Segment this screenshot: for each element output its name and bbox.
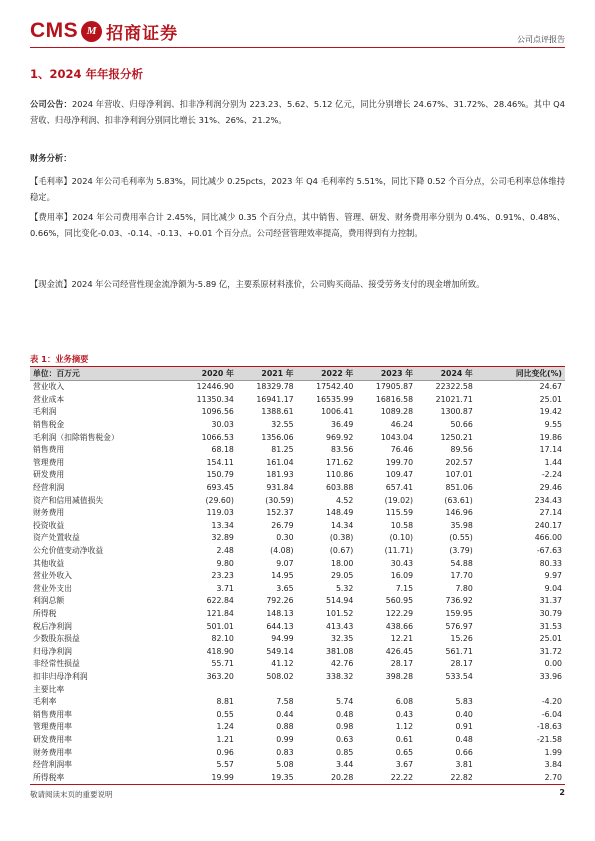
table-cell: 644.13 bbox=[266, 621, 294, 631]
table-cell: 25.01 bbox=[539, 634, 562, 644]
table-cell: 36.49 bbox=[331, 420, 354, 430]
table-row bbox=[30, 406, 565, 419]
table-cell: 89.56 bbox=[450, 445, 473, 455]
table-cell bbox=[177, 683, 237, 696]
table-cell: -67.63 bbox=[536, 546, 562, 556]
table-cell: 234.43 bbox=[534, 495, 562, 505]
table-row bbox=[30, 721, 565, 734]
table-cell: 154.11 bbox=[206, 457, 234, 467]
table-cell: (0.10) bbox=[389, 533, 414, 543]
table-cell: 622.84 bbox=[206, 596, 234, 606]
table-cell: 30.43 bbox=[390, 558, 414, 568]
table-cell: 1300.87 bbox=[440, 407, 473, 417]
table-cell: 14.34 bbox=[331, 520, 354, 530]
table-cell: 148.13 bbox=[266, 608, 294, 618]
table-cell: (11.71) bbox=[384, 546, 414, 556]
table-cell: 398.28 bbox=[385, 671, 414, 681]
table-cell: 792.26 bbox=[266, 596, 294, 606]
table-cell: 363.20 bbox=[206, 671, 234, 681]
table-row bbox=[30, 746, 565, 759]
table-cell: 11350.34 bbox=[196, 394, 234, 404]
row-label: 归母净利润 bbox=[33, 646, 72, 656]
table-cell: 549.14 bbox=[266, 646, 294, 656]
table-cell: 561.71 bbox=[445, 646, 473, 656]
table-row bbox=[30, 708, 565, 721]
table-cell: 16816.58 bbox=[375, 394, 414, 404]
table-cell: 3.44 bbox=[335, 760, 354, 770]
finance-analysis-title: 财务分析： bbox=[30, 153, 72, 163]
cash-flow-paragraph: 【现金流】2024 年公司经营性现金流净额为-5.89 亿，主要系原材料涨价，公司购买商品、接受劳务支付的现金增加所致。 bbox=[30, 279, 485, 289]
table-cell: 199.70 bbox=[385, 457, 414, 467]
disclaimer-note: 敬请阅读末页的重要说明 bbox=[30, 790, 113, 799]
table-cell: 1089.28 bbox=[380, 407, 414, 417]
table-cell: 32.35 bbox=[331, 634, 354, 644]
table-row bbox=[30, 444, 565, 457]
table-row bbox=[30, 620, 565, 633]
row-label: 所得税 bbox=[33, 608, 57, 618]
table-cell: 9.07 bbox=[276, 558, 294, 568]
row-label: 毛利率 bbox=[33, 697, 57, 707]
header-unit: 单位：百万元 bbox=[30, 367, 177, 381]
table-cell: 6.08 bbox=[395, 697, 414, 707]
table-cell: 1388.61 bbox=[261, 407, 294, 417]
table-cell: 0.98 bbox=[335, 722, 354, 732]
table-cell: 466.00 bbox=[534, 533, 562, 543]
table-row bbox=[30, 658, 565, 671]
table-cell: 22.82 bbox=[416, 771, 476, 784]
table-cell: 30.79 bbox=[539, 608, 562, 618]
table-cell: 83.56 bbox=[331, 445, 354, 455]
table-cell: 32.55 bbox=[271, 420, 294, 430]
page-header bbox=[30, 18, 565, 46]
table-cell: 508.02 bbox=[266, 671, 294, 681]
table-cell: 80.33 bbox=[539, 558, 562, 568]
table-cell: 146.96 bbox=[445, 508, 473, 518]
table-cell: 23.23 bbox=[211, 571, 234, 581]
row-label: 利润总额 bbox=[33, 596, 65, 606]
table-cell: 3.65 bbox=[276, 583, 294, 593]
table-cell: 32.89 bbox=[211, 533, 234, 543]
table-cell: (29.60) bbox=[205, 495, 234, 505]
table-cell: 17905.87 bbox=[375, 382, 414, 392]
table-cell: 27.14 bbox=[539, 508, 562, 518]
table-cell: 17.70 bbox=[450, 571, 473, 581]
table-cell: 17542.40 bbox=[316, 382, 354, 392]
table-cell: 30.03 bbox=[211, 420, 234, 430]
header-2024: 2024 年 bbox=[416, 367, 476, 381]
table-cell: 0.55 bbox=[216, 709, 234, 719]
table-cell: 1.44 bbox=[544, 457, 562, 467]
table-cell: 5.32 bbox=[335, 583, 354, 593]
table-cell: 29.46 bbox=[539, 483, 562, 493]
table-cell: 181.93 bbox=[266, 470, 294, 480]
table-cell: 0.83 bbox=[276, 747, 294, 757]
table-row bbox=[30, 583, 565, 596]
table-row bbox=[30, 520, 565, 533]
table-cell: 152.37 bbox=[266, 508, 294, 518]
table-row bbox=[30, 507, 565, 520]
table-cell: (0.38) bbox=[329, 533, 354, 543]
table-cell: (0.67) bbox=[329, 546, 354, 556]
table-row bbox=[30, 532, 565, 545]
table-cell: 1096.56 bbox=[201, 407, 234, 417]
table-row bbox=[30, 570, 565, 583]
table-cell: 171.62 bbox=[326, 457, 354, 467]
table-cell: 3.67 bbox=[395, 760, 414, 770]
table-cell: 1043.04 bbox=[380, 432, 414, 442]
table-cell: 1006.41 bbox=[321, 407, 354, 417]
table-cell: 148.49 bbox=[326, 508, 354, 518]
table-cell: 5.83 bbox=[455, 697, 473, 707]
footer-divider bbox=[30, 784, 565, 785]
row-label: 投资收益 bbox=[33, 520, 65, 530]
table-row bbox=[30, 457, 565, 470]
table-cell: 1356.06 bbox=[261, 432, 294, 442]
table-cell: 0.99 bbox=[276, 734, 294, 744]
table-cell: 0.00 bbox=[544, 659, 562, 669]
table-cell: 1.21 bbox=[216, 734, 234, 744]
table-cell: -4.20 bbox=[541, 697, 562, 707]
table-cell: 122.29 bbox=[385, 608, 414, 618]
table-cell: 7.58 bbox=[276, 697, 294, 707]
row-label: 资产处置收益 bbox=[33, 533, 80, 543]
table-cell: 31.72 bbox=[539, 646, 562, 656]
table-cell: 438.66 bbox=[385, 621, 414, 631]
table-row bbox=[30, 494, 565, 507]
table-cell: 16.09 bbox=[390, 571, 414, 581]
table-cell: 8.81 bbox=[216, 697, 234, 707]
table-cell: 7.80 bbox=[455, 583, 473, 593]
table-cell: 0.88 bbox=[276, 722, 294, 732]
table-row bbox=[30, 645, 565, 658]
row-label: 财务费用 bbox=[33, 508, 65, 518]
table-cell: 55.71 bbox=[211, 659, 234, 669]
table-cell: 5.08 bbox=[276, 760, 294, 770]
header-2022: 2022 年 bbox=[297, 367, 357, 381]
table-cell: 426.45 bbox=[385, 646, 414, 656]
table-cell: 1.99 bbox=[544, 747, 562, 757]
row-label: 其他收益 bbox=[33, 558, 65, 568]
table-cell: 7.15 bbox=[395, 583, 414, 593]
table-cell: 9.97 bbox=[544, 571, 562, 581]
table-cell: 115.59 bbox=[385, 508, 414, 518]
table-cell: 17.14 bbox=[539, 445, 562, 455]
row-label: 公允价值变动净收益 bbox=[33, 546, 104, 556]
table-cell: 0.30 bbox=[276, 533, 294, 543]
table-cell: 14.95 bbox=[271, 571, 294, 581]
table-cell: 0.40 bbox=[455, 709, 473, 719]
table-cell: 101.52 bbox=[326, 608, 354, 618]
row-label: 营业收入 bbox=[33, 382, 65, 392]
table-cell: 159.95 bbox=[445, 608, 473, 618]
table-cell: 501.01 bbox=[206, 621, 234, 631]
table-row bbox=[30, 595, 565, 608]
table-cell: 202.57 bbox=[445, 457, 473, 467]
announcement-text: 2024 年营收、归母净利润、扣非净利润分别为 223.23、5.62、5.12 亿元，同比分别增长 24.67%、31.72%、28.46%。其中 Q4 营收、归母净利润、扣非净利润分别同比增长 31%、26%、21.2%。 bbox=[30, 99, 565, 125]
table-cell: 969.92 bbox=[326, 432, 354, 442]
table-cell: (0.55) bbox=[449, 533, 473, 543]
table-cell: 9.80 bbox=[216, 558, 234, 568]
table-row bbox=[30, 671, 565, 684]
row-label: 财务费用率 bbox=[33, 747, 72, 757]
table-cell: 1.12 bbox=[395, 722, 414, 732]
table-cell: 0.66 bbox=[455, 747, 473, 757]
table-cell: 533.54 bbox=[445, 671, 473, 681]
table-cell: 42.76 bbox=[331, 659, 354, 669]
table-cell: 94.99 bbox=[271, 634, 294, 644]
table-cell: 19.35 bbox=[237, 771, 297, 784]
table-cell: 18.00 bbox=[331, 558, 354, 568]
table-cell: 240.17 bbox=[534, 520, 562, 530]
section-title: 1、2024 年年报分析 bbox=[30, 67, 144, 81]
table-cell: 9.04 bbox=[544, 583, 562, 593]
table-cell: 50.66 bbox=[450, 420, 473, 430]
table-cell: 29.05 bbox=[331, 571, 354, 581]
table-cell: 338.32 bbox=[326, 671, 354, 681]
table-cell: 150.79 bbox=[206, 470, 234, 480]
header-2020: 2020 年 bbox=[177, 367, 237, 381]
table-cell: 68.18 bbox=[211, 445, 234, 455]
table-cell: 22.22 bbox=[356, 771, 416, 784]
table-row bbox=[30, 696, 565, 709]
table-cell: 0.61 bbox=[395, 734, 414, 744]
table-cell: 41.12 bbox=[271, 659, 294, 669]
company-logo bbox=[30, 18, 178, 44]
table-cell: 20.28 bbox=[297, 771, 357, 784]
table-cell: 2.48 bbox=[216, 546, 234, 556]
gross-margin-paragraph: 【毛利率】2024 年公司毛利率为 5.83%，同比减少 0.25pcts，2023 年 Q4 毛利率约 5.51%，同比下降 0.52 个百分点，公司毛利率总体维持稳定。 bbox=[30, 176, 565, 202]
row-label: 所得税率 bbox=[30, 771, 177, 784]
table-cell: 22322.58 bbox=[435, 382, 473, 392]
table-cell: 5.57 bbox=[216, 760, 234, 770]
table-cell: 19.42 bbox=[539, 407, 562, 417]
table-cell: 119.03 bbox=[206, 508, 234, 518]
table-row bbox=[30, 683, 565, 696]
table-cell: 12446.90 bbox=[196, 382, 234, 392]
table-row bbox=[30, 419, 565, 432]
table-cell: 851.06 bbox=[445, 483, 473, 493]
header-2021: 2021 年 bbox=[237, 367, 297, 381]
table-cell: 24.67 bbox=[539, 382, 562, 392]
table-cell: 161.04 bbox=[266, 457, 294, 467]
logo-chinese-name: 招商证券 bbox=[106, 23, 179, 44]
table-cell: 560.95 bbox=[385, 596, 414, 606]
table-cell: 76.46 bbox=[390, 445, 414, 455]
row-label: 销售税金 bbox=[33, 420, 65, 430]
table-cell: 4.52 bbox=[335, 495, 354, 505]
document-type: 公司点评报告 bbox=[517, 35, 565, 44]
row-label: 少数股东损益 bbox=[33, 634, 80, 644]
table-cell: 46.24 bbox=[390, 420, 414, 430]
table-row bbox=[30, 381, 565, 394]
row-label: 销售费用 bbox=[33, 445, 65, 455]
row-label: 经营利润 bbox=[33, 483, 65, 493]
logo-latin: CMS bbox=[30, 19, 79, 42]
table-cell: 107.01 bbox=[445, 470, 473, 480]
table-cell bbox=[237, 683, 297, 696]
table-cell: 19.86 bbox=[539, 432, 562, 442]
table-cell: 54.88 bbox=[450, 558, 473, 568]
table-body bbox=[30, 381, 565, 785]
table-cell: 3.71 bbox=[216, 583, 234, 593]
table-row bbox=[30, 759, 565, 772]
table-cell: 12.21 bbox=[390, 634, 414, 644]
table-cell: 0.63 bbox=[335, 734, 354, 744]
table-cell: 3.81 bbox=[455, 760, 473, 770]
row-label: 扣非归母净利润 bbox=[33, 671, 88, 681]
table-cell: 28.17 bbox=[450, 659, 473, 669]
table-cell: 31.37 bbox=[539, 596, 562, 606]
table-cell: -2.24 bbox=[541, 470, 562, 480]
table-cell: 0.65 bbox=[395, 747, 414, 757]
table-cell: 413.43 bbox=[326, 621, 354, 631]
row-label: 营业成本 bbox=[33, 394, 65, 404]
table-cell: 110.86 bbox=[326, 470, 354, 480]
table-cell: 603.88 bbox=[326, 483, 354, 493]
table-header-row bbox=[30, 367, 565, 381]
table-cell bbox=[297, 683, 357, 696]
table-cell: (4.08) bbox=[270, 546, 294, 556]
logo-mark-icon: M bbox=[81, 21, 102, 42]
table-cell: -6.04 bbox=[541, 709, 562, 719]
row-label: 毛利润（扣除销售税金） bbox=[33, 432, 119, 442]
table-cell: 10.58 bbox=[390, 520, 414, 530]
row-label: 经营利润率 bbox=[33, 760, 72, 770]
table-cell: -21.58 bbox=[536, 734, 562, 744]
table-cell: 0.48 bbox=[335, 709, 354, 719]
table-cell: 3.84 bbox=[544, 760, 562, 770]
row-label: 管理费用率 bbox=[33, 722, 72, 732]
table-cell: 0.85 bbox=[335, 747, 354, 757]
table-cell: 0.44 bbox=[276, 709, 294, 719]
table-cell: 28.17 bbox=[390, 659, 414, 669]
table-cell: 15.26 bbox=[450, 634, 473, 644]
table-cell: 19.99 bbox=[177, 771, 237, 784]
row-label: 主要比率 bbox=[33, 684, 65, 694]
table-cell: 121.84 bbox=[206, 608, 234, 618]
row-label: 资产和信用减值损失 bbox=[33, 495, 104, 505]
table-cell bbox=[476, 683, 565, 696]
announcement-label: 公司公告： bbox=[30, 99, 72, 109]
row-label: 营业外支出 bbox=[33, 583, 72, 593]
row-label: 非经常性损益 bbox=[33, 659, 80, 669]
table-cell: 9.55 bbox=[544, 420, 562, 430]
page-number: 2 bbox=[559, 788, 565, 797]
row-label: 研发费用 bbox=[33, 470, 65, 480]
row-label: 税后净利润 bbox=[33, 621, 72, 631]
business-summary-table bbox=[30, 366, 565, 785]
table-row bbox=[30, 557, 565, 570]
table-row bbox=[30, 633, 565, 646]
table-cell: 693.45 bbox=[206, 483, 234, 493]
table-cell: 16535.99 bbox=[316, 394, 354, 404]
row-label: 管理费用 bbox=[33, 457, 65, 467]
table-cell: 31.53 bbox=[539, 621, 562, 631]
table-cell: 418.90 bbox=[206, 646, 234, 656]
table-cell: 109.47 bbox=[385, 470, 414, 480]
table-cell: 0.43 bbox=[395, 709, 414, 719]
table-cell: 16941.17 bbox=[256, 394, 294, 404]
header-yoy-change: 同比变化(%) bbox=[476, 367, 565, 381]
table-cell: 5.74 bbox=[335, 697, 354, 707]
expense-ratio-paragraph: 【费用率】2024 年公司费用率合计 2.45%，同比减少 0.35 个百分点，其中销售、管理、研发、财务费用率分别为 0.4%、0.91%、0.48%、0.66%，同比变化-0.03、-0.14、-0.13、+0.01 个百分点。公司经营管理效率提高，费用得到有力控制。 bbox=[30, 212, 565, 238]
table-cell: 657.41 bbox=[385, 483, 414, 493]
table-cell: 26.79 bbox=[271, 520, 294, 530]
table-cell: -18.63 bbox=[536, 722, 562, 732]
table-cell: 0.48 bbox=[455, 734, 473, 744]
table-cell: 81.25 bbox=[271, 445, 294, 455]
header-divider bbox=[30, 47, 565, 48]
row-label: 营业外收入 bbox=[33, 571, 72, 581]
table-cell: 2.70 bbox=[476, 771, 565, 784]
table-cell: (3.79) bbox=[449, 546, 473, 556]
table-cell: 576.97 bbox=[445, 621, 473, 631]
table-title: 表 1：业务摘要 bbox=[30, 354, 89, 364]
table-row bbox=[30, 771, 565, 784]
row-label: 研发费用率 bbox=[33, 734, 72, 744]
table-cell bbox=[416, 683, 476, 696]
table-cell: 381.08 bbox=[326, 646, 354, 656]
table-cell: 1250.21 bbox=[440, 432, 473, 442]
table-cell: (19.02) bbox=[384, 495, 414, 505]
table-row bbox=[30, 734, 565, 747]
announcement-paragraph bbox=[30, 97, 565, 128]
table-cell: 18329.78 bbox=[256, 382, 294, 392]
table-cell: 514.94 bbox=[326, 596, 354, 606]
table-cell bbox=[356, 683, 416, 696]
table-cell: 25.01 bbox=[539, 394, 562, 404]
table-cell: 0.91 bbox=[455, 722, 473, 732]
table-cell: (63.61) bbox=[444, 495, 473, 505]
table-cell: 21021.71 bbox=[435, 394, 473, 404]
row-label: 销售费用率 bbox=[33, 709, 72, 719]
table-cell: 931.84 bbox=[266, 483, 294, 493]
table-row bbox=[30, 469, 565, 482]
table-cell: 13.34 bbox=[211, 520, 234, 530]
table-row bbox=[30, 482, 565, 495]
table-cell: 1066.53 bbox=[201, 432, 234, 442]
table-cell: 0.96 bbox=[216, 747, 234, 757]
table-cell: 1.24 bbox=[216, 722, 234, 732]
header-2023: 2023 年 bbox=[356, 367, 416, 381]
table-row bbox=[30, 394, 565, 407]
table-row bbox=[30, 431, 565, 444]
table-row bbox=[30, 608, 565, 621]
table-cell: 35.98 bbox=[450, 520, 473, 530]
table-row bbox=[30, 545, 565, 558]
table-cell: 82.10 bbox=[211, 634, 234, 644]
table-cell: 33.96 bbox=[539, 671, 562, 681]
table-cell: 736.92 bbox=[445, 596, 473, 606]
table-cell: (30.59) bbox=[265, 495, 294, 505]
row-label: 毛利润 bbox=[33, 407, 57, 417]
